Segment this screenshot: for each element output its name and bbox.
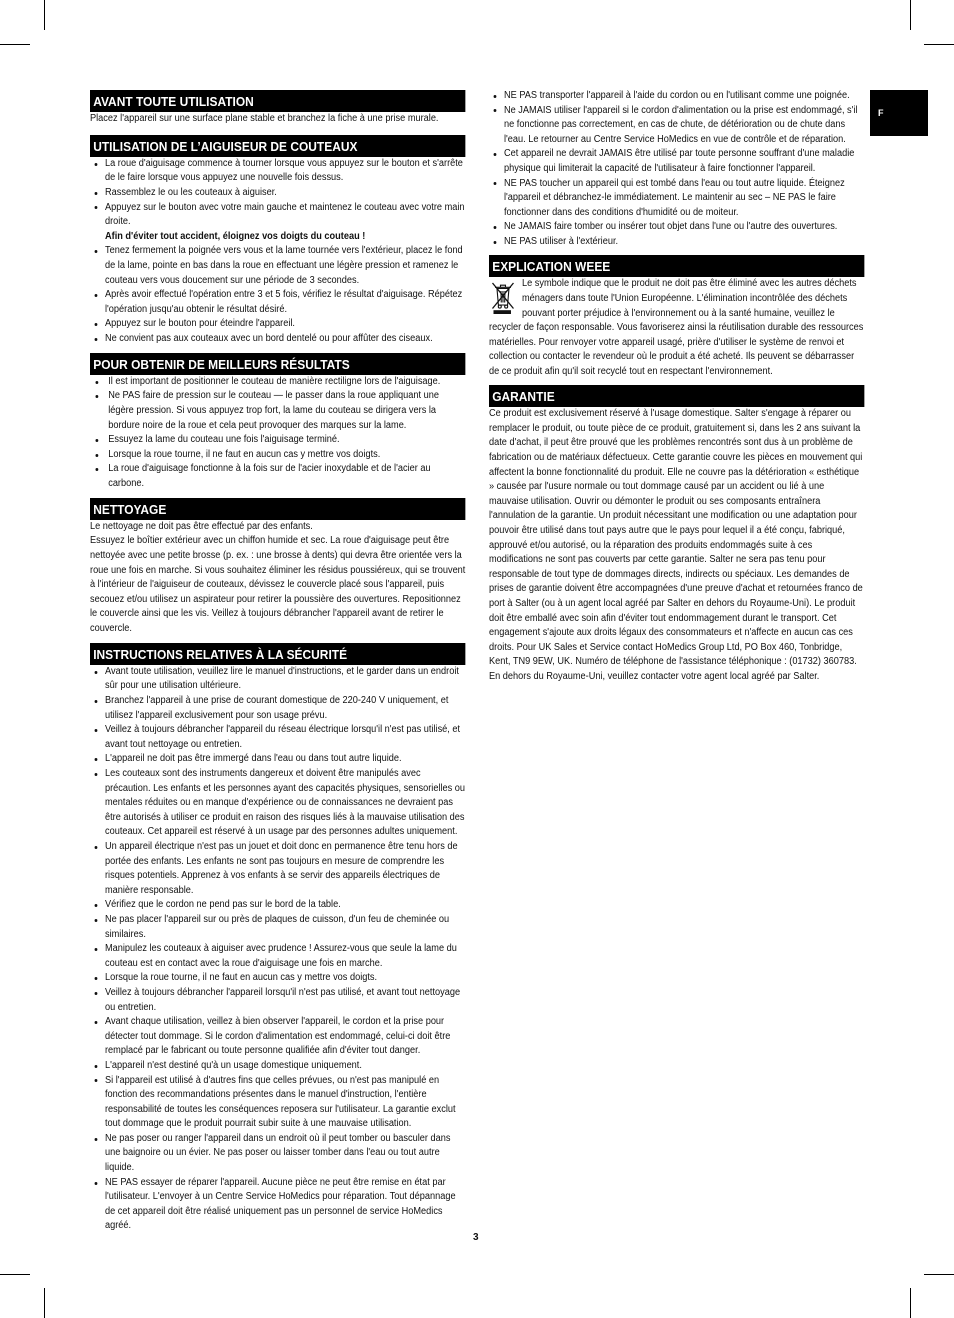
section-title: UTILISATION DE L’AIGUISEUR DE COUTEAUX — [90, 135, 465, 157]
crop-mark-top-right-h — [924, 44, 954, 45]
list-item: Appuyez sur le bouton pour éteindre l'appareil. — [90, 317, 465, 332]
list-item: Ne convient pas aux couteaux avec un bord dentelé ou pour affûter des ciseaux. — [90, 332, 465, 347]
section-text: Placez l'appareil sur une surface plane stable et branchez la fiche à une prise murale. — [90, 113, 439, 124]
list-item: Lorsque la roue tourne, il ne faut en aucun cas y mettre vos doigts. — [90, 971, 465, 986]
list-item: Veillez à toujours débrancher l'appareil du réseau électrique lorsqu'il n'est pas utilisé, et avant tout nettoyage ou entretien. — [90, 723, 465, 752]
list-item: L'appareil ne doit pas être immergé dans l'eau ou dans tout autre liquide. — [90, 752, 465, 767]
list-item — [90, 201, 465, 245]
section-text: Le nettoyage ne doit pas être effectué par des enfants. — [90, 520, 313, 532]
language-tab-label: F — [878, 108, 884, 118]
safety-warning: Afin d'éviter tout accident, éloignez vos doigts du couteau ! — [104, 230, 366, 242]
crop-mark-top-left-v — [44, 0, 45, 30]
list-item: L'appareil n'est destiné qu'à un usage domestique uniquement. — [90, 1059, 465, 1074]
list-item: Si l'appareil est utilisé à d'autres fins que celles prévues, ou n'est pas manipulé en fonction des recommandations présentes dans le manuel d'instruction, l'entière responsabilité de toutes les conséquences reposera sur l'utilisateur. La garantie exclut tout dommage que le produit pourrait subir suite à une mauvaise utilisation. — [90, 1074, 465, 1132]
list-item: Il est important de positionner le couteau de manière rectiligne lors de l'aiguisage. — [90, 375, 465, 390]
list-item: Rassemblez le ou les couteaux à aiguiser. — [90, 186, 465, 201]
list-item: Tenez fermement la poignée vers vous et la lame tournée vers l'extérieur, placez le fond de la lame, pointe en bas dans la roue en effectuant une légère pression et ramenez le couteau vers vous doucement sur une période de 3 secondes. — [90, 244, 465, 288]
section-title: NETTOYAGE — [90, 498, 465, 520]
section-title: INSTRUCTIONS RELATIVES À LA SÉCURITÉ — [90, 643, 465, 665]
list-item: Vérifiez que le cordon ne pend pas sur le bord de la table. — [90, 898, 465, 913]
section-safety-continued — [489, 89, 864, 250]
list-item: Lorsque la roue tourne, il ne faut en aucun cas y mettre vos doigts. — [90, 448, 465, 463]
crop-mark-bottom-left-h — [0, 1274, 30, 1275]
section-safety — [90, 643, 465, 1234]
crop-mark-bottom-left-v — [44, 1288, 45, 1318]
list-item: Avant chaque utilisation, veillez à bien observer l'appareil, le cordon et la prise pour détecter tout dommage. Si le cordon d'alimentation est endommagé, celui-ci doit être remplacé par le fabricant ou toute personne qualifiée afin d'éviter tout danger. — [90, 1015, 465, 1059]
page-number: 3 — [473, 1232, 479, 1243]
section-text: Ce produit est exclusivement réservé à l'usage domestique. Salter s'engage à réparer ou remplacer le produit, ou toute pièce de ce produit, gratuitement si, dans les 2 ans suivant la date d'achat, il peut être prouvé que les problèmes rencontrés sont dus à un problème de fabrication ou de matériaux défectueux. Cette garantie couvre les pièces en mouvement qui affectent la bonne fonctionnalité du produit. Elle ne couvre pas la détérioration « esthétique » causée par l'usure normale ou tout dommage causé par un accident ou lié à une mauvaise utilisation. Ouvrir ou démonter le produit ou ses composants entraînera l'annulation de la garantie. Un produit nécessitant une modification ou une adaptation pour pouvoir être utilisé dans tout pays autre que le pays pour lequel il a été conçu, fabriqué, approuvé et/ou autorisé, ou la réparation des produits endommagés suite à ces modifications ne sont pas couverts par cette garantie. Salter ne sera pas tenu pour responsable de tout type de dommages directs, indirects ou spéciaux. Les demandes de prises de garantie doivent être accompagnées d'une preuve d'achat et retournées franco de port à Salter (ou à un agent local agréé par Salter en dehors du Royaume-Uni). Le produit doit être emballé avec soin afin d'éviter tout endommagement durant le transport. Cet engagement s'ajoute aux droits légaux des consommateurs et n'affecte en aucun cas ces droits. Pour UK Sales et Service contact HoMedics Group Ltd, PO Box 460, Tonbridge, Kent, TN9 9EW, UK. Numéro de téléphone de l'assistance téléphonique : (01732) 360783. En dehors du Royaume-Uni, veuillez contacter votre agent local agréé par Salter. — [489, 408, 863, 682]
list-item: Un appareil électrique n'est pas un jouet et doit donc en permanence être tenu hors de portée des enfants. Les enfants ne sont pas toujours en mesure de comprendre les risques potentiels. Apprenez à vos enfants à se servir des appareils électriques de manière responsable. — [90, 840, 465, 898]
language-tab — [870, 90, 928, 136]
list-item: Essuyez la lame du couteau une fois l'aiguisage terminé. — [90, 433, 465, 448]
section-text: Essuyez le boîtier extérieur avec un chiffon humide et sec. La roue d'aiguisage peut être nettoyée avec une petite brosse (p. ex. : une brosse à dents) qui devra être orientée vers la roue une fois en marche. Si vous souhaitez éliminer les résidus poussiéreux, qui se trouvent à l'intérieur de l'aiguiseur de couteaux, dévissez le couvercle placé sous l'appareil, puis secouez et/ou utilisez un aspirateur pour retirer la poussière des ouvertures. Repositionnez le couvercle ainsi que les vis. Veillez à toujours débrancher l'appareil avant de retirer le couvercle. — [90, 535, 466, 634]
list-item: NE PAS essayer de réparer l'appareil. Aucune pièce ne peut être remise en état par l'utilisateur. L'envoyer à un Centre Service HoMedics pour réparation. Tout dépannage de cet appareil doit être réalisé uniquement pas un personnel de service HoMedics agréé. — [90, 1176, 465, 1234]
list-item: Cet appareil ne devrait JAMAIS être utilisé par toute personne souffrant d'une maladie physique qui limiterait la capacité de l'utilisateur à faire fonctionner l'appareil. — [489, 147, 864, 176]
list-item: La roue d'aiguisage commence à tourner lorsque vous appuyez sur le bouton et s'arrête de le faire lorsque vous appuyez une nouvelle fois dessus. — [90, 157, 465, 186]
bullet-list — [489, 89, 864, 250]
section-cleaning — [90, 498, 465, 637]
section-title: POUR OBTENIR DE MEILLEURS RÉSULTATS — [90, 353, 465, 375]
section-sharpener-use — [90, 135, 465, 347]
list-item: NE PAS transporter l'appareil à l'aide du cordon ou en l'utilisant comme une poignée. — [489, 89, 864, 104]
section-warranty — [489, 385, 864, 684]
crop-mark-top-left-h — [0, 44, 30, 45]
list-item: NE PAS utiliser à l'extérieur. — [489, 235, 864, 250]
section-title: GARANTIE — [489, 385, 864, 407]
list-item: Manipulez les couteaux à aiguiser avec prudence ! Assurez-vous que seule la lame du couteau est en contact avec la roue d'aiguisage une fois en marche. — [90, 942, 465, 971]
section-text: Le symbole indique que le produit ne doit pas être éliminé avec les autres déchets ménagers dans toute l'Union Européenne. L'élimination incontrôlée des déchets pouvant porter préjudice à l'environnement ou à la santé humaine, veuillez le recycler de façon responsable. Vous favoriserez ainsi la réutilisation durable des ressources matérielles. Pour renvoyer votre appareil usagé, prière d'utiliser le système de renvoi et collection ou contacter le revendeur où le produit a été acheté. Ils peuvent se débarrasser de ce produit afin qu'il soit recyclé tout en respectant l'environnement. — [489, 278, 864, 377]
left-column — [90, 90, 465, 1240]
list-item: Avant toute utilisation, veuillez lire le manuel d'instructions, et le garder dans un endroit sûr pour une utilisation ultérieure. — [90, 665, 465, 694]
list-item: Après avoir effectué l'opération entre 3 et 5 fois, vérifiez le résultat d'aiguisage. Répétez l'opération jusqu'au obtenir le résultat désiré. — [90, 288, 465, 317]
list-item: Ne PAS faire de pression sur le couteau — le passer dans la roue appliquant une légère pression. Si vous appuyez trop fort, la lame du couteau se dirigera vers la bordure noire de la roue et cela peut provoquer des marques sur la lame. — [90, 389, 465, 433]
crop-mark-bottom-right-v — [910, 1288, 911, 1318]
list-item: Veillez à toujours débrancher l'appareil lorsqu'il n'est pas utilisé, et avant tout nettoyage ou entretien. — [90, 986, 465, 1015]
list-item: Branchez l'appareil à une prise de courant domestique de 220-240 V uniquement, et utilisez l'appareil exclusivement pour son usage prévu. — [90, 694, 465, 723]
section-before-use — [90, 90, 465, 127]
bullet-list — [90, 665, 465, 1234]
bullet-list — [90, 375, 465, 492]
crop-mark-top-right-v — [910, 0, 911, 30]
right-column — [489, 89, 864, 690]
list-item: La roue d'aiguisage fonctionne à la fois sur de l'acier inoxydable et de l'acier au carbone. — [90, 462, 465, 491]
list-item-text: Appuyez sur le bouton avec votre main gauche et maintenez le couteau avec votre main droite. — [104, 201, 465, 228]
list-item: Ne pas poser ou ranger l'appareil dans un endroit où il peut tomber ou basculer dans une baignoire ou un évier. Ne pas poser ou laisser tomber dans l'eau ou tout autre liquide. — [90, 1132, 465, 1176]
list-item: Ne JAMAIS utiliser l'appareil si le cordon d'alimentation ou la prise est endommagé, s'il ne fonctionne pas correctement, en cas de chute, de détérioration ou de chute dans l'eau. Le retourner au Centre Service HoMedics en vue de contrôle et de réparation. — [489, 104, 864, 148]
list-item: NE PAS toucher un appareil qui est tombé dans l'eau ou tout autre liquide. Éteignez l'appareil et débranchez-le immédiatement. Le maintenir au sec – NE PAS le faire fonctionner dans des conditions d'humidité ou de moiteur. — [489, 177, 864, 221]
section-title: EXPLICATION WEEE — [489, 255, 864, 277]
bullet-list — [90, 157, 465, 347]
section-weee — [489, 255, 864, 379]
section-title: AVANT TOUTE UTILISATION — [90, 90, 465, 112]
crossed-out-wheelie-bin-icon — [489, 280, 517, 314]
section-best-results — [90, 353, 465, 492]
list-item: Ne JAMAIS faire tomber ou insérer tout objet dans l'une ou l'autre des ouvertures. — [489, 220, 864, 235]
list-item: Les couteaux sont des instruments dangereux et doivent être manipulés avec précaution. Les enfants et les personnes ayant des capacités physiques, sensorielles ou mentales réduites ou en manque d'expérience ou de connaissances ne devraient pas être autorisés à utiliser ce produit en raison des risques liés à la mauvaise utilisation des couteaux. Cet appareil est réservé à un usage par des personnes adultes uniquement. — [90, 767, 465, 840]
crop-mark-bottom-right-h — [924, 1274, 954, 1275]
list-item: Ne pas placer l'appareil sur ou près de plaques de cuisson, d'un feu de cheminée ou similaires. — [90, 913, 465, 942]
